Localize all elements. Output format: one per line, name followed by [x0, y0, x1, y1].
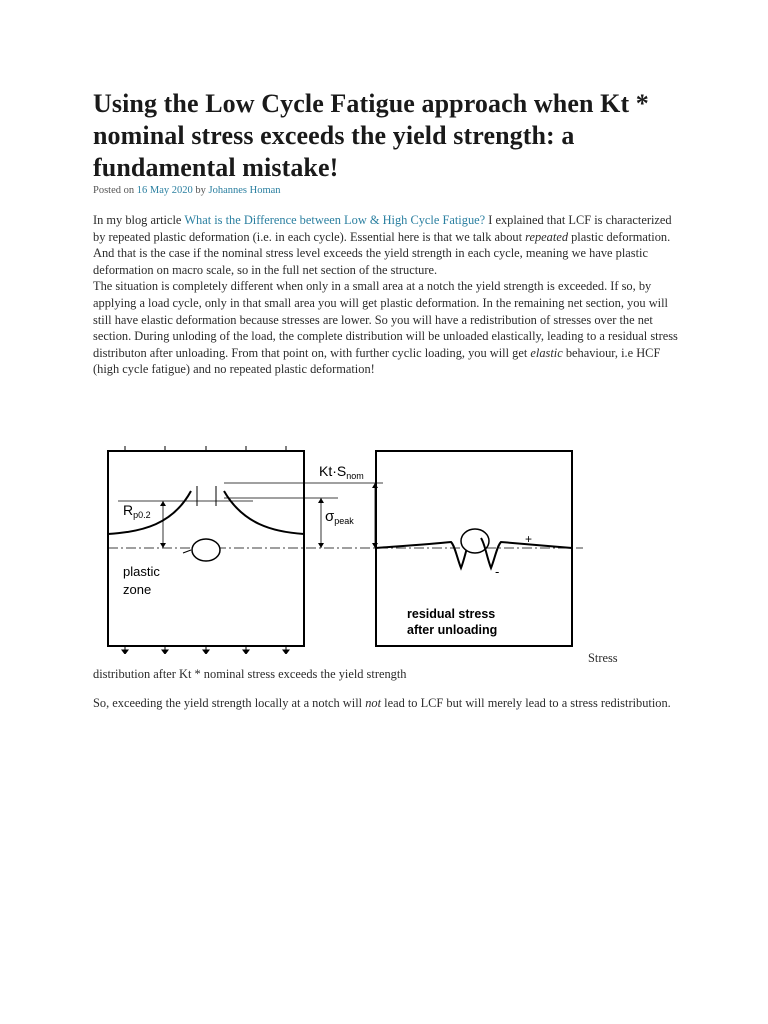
- emphasis-repeated: repeated: [525, 229, 569, 244]
- bottom-load-arrows: [122, 646, 289, 654]
- zone-label: zone: [123, 582, 152, 597]
- stress-curve-right: [224, 491, 304, 534]
- sigma-peak-label: $\sigma_{peak}$: [325, 508, 354, 526]
- paragraph-1-second: The situation is completely different when only in a small area at a notch the yield strength is exceeded. If so, by applying a load cycle, only in that small area you will get plastic deformation. In the remaining net section, you will still have elastic deformation because stresses are lower. So you will have a redistribution of stresses over the net section. During unloding of the load, the complete distribution will be unloaded elastically, leading to a residual stress distributon after unloading. From that point on, with further cyclic loading, you will get: [93, 279, 678, 360]
- author-link[interactable]: Johannes Homan: [208, 185, 281, 196]
- caption-stress: Stress: [588, 651, 618, 665]
- kt-snom-label: $Kt\cdot S_{nom}$: [319, 463, 364, 481]
- paragraph-2: [93, 695, 683, 712]
- residual-stress-label: residual stress: [407, 607, 496, 621]
- rp02-label: $R_{p0.2}$: [123, 502, 151, 520]
- post-meta: [93, 184, 683, 198]
- posted-on-label: Posted on: [93, 185, 135, 196]
- blog-article-link[interactable]: What is the Difference between Low & High Cycle Fatigue?: [184, 213, 486, 227]
- by-label: by: [195, 185, 206, 196]
- minus-sign: -: [495, 564, 500, 579]
- figure-caption: distribution after Kt * nominal stress exceeds the yield strength: [93, 667, 407, 681]
- article: [93, 88, 683, 710]
- stress-distribution-figure: [103, 446, 593, 654]
- emphasis-not: not: [365, 696, 382, 710]
- paragraph-1-text: I explained that LCF is characterized by repeated plastic deformation (i.e. in each cycle). Essential here is that we talk about: [93, 213, 672, 244]
- paragraph-1-intro: In my blog article: [93, 213, 185, 227]
- residual-curve-left: [376, 538, 471, 568]
- after-unloading-label: after unloading: [407, 623, 498, 637]
- paragraph-1-end: behaviour, i.e HCF (high cycle fatigue) and no repeated plastic deformation!: [93, 345, 661, 377]
- plastic-label: plastic: [123, 564, 160, 579]
- article-title: Using the Low Cycle Fatigue approach when Kt * nominal stress exceeds the yield strength: a fundamental mistake!: [93, 89, 649, 182]
- post-date-link[interactable]: 16 May 2020: [136, 185, 193, 196]
- paragraph-2-text: So, exceeding the yield strength locally at a notch will: [93, 696, 366, 710]
- paragraph-1-text-2: plastic deformation. And that is the case if the nominal stress level exceeds the yield strength in each cycle, meaning we have plastic deformation on macro scale, so in the full net section of the structure.: [93, 229, 671, 277]
- emphasis-elastic: elastic: [530, 345, 563, 360]
- paragraph-2-text-2: lead to LCF but will merely lead to a stress redistribution.: [381, 696, 671, 710]
- paragraph-1: [93, 212, 683, 378]
- plastic-zone-ellipse: [192, 539, 220, 561]
- plus-sign: +: [525, 532, 533, 546]
